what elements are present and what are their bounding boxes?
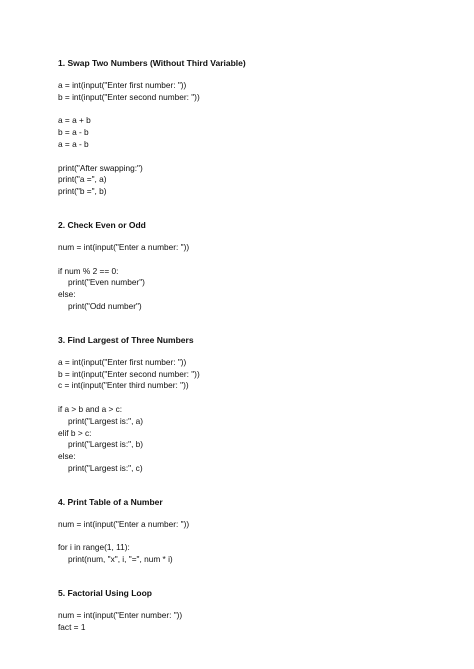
code-block (58, 357, 438, 392)
code-block (58, 610, 438, 634)
code-line: print("After swapping:") (58, 162, 143, 173)
section-heading: 1. Swap Two Numbers (Without Third Variable) (58, 58, 246, 68)
code-section (58, 57, 438, 198)
code-line: fact = 1 (58, 621, 86, 632)
code-section (58, 587, 438, 634)
code-line: num = int(input("Enter a number: ")) (58, 241, 190, 252)
code-section (58, 334, 438, 475)
code-line: num = int(input("Enter a number: ")) (58, 518, 190, 529)
code-line: else: (58, 289, 76, 300)
code-block (58, 80, 438, 104)
code-block (58, 519, 438, 531)
code-block (58, 266, 438, 313)
code-line: b = a - b (58, 127, 89, 138)
code-line: print("Largest is:", b) (68, 439, 144, 450)
code-line: a = int(input("Enter first number: ")) (58, 80, 187, 90)
code-block (58, 404, 438, 475)
code-line: for i in range(1, 11): (58, 542, 130, 553)
code-line: a = a + b (58, 115, 91, 126)
code-block (58, 163, 438, 198)
code-section (58, 496, 438, 566)
code-line: if a > b and a > c: (58, 403, 123, 414)
code-block (58, 115, 438, 150)
code-line: elif b > c: (58, 427, 92, 438)
code-line: print("Largest is:", a) (68, 415, 144, 426)
code-line: print("Even number") (68, 277, 145, 288)
code-block (58, 542, 438, 566)
code-line: print("a =", a) (58, 174, 107, 185)
code-line: a = int(input("Enter first number: ")) (58, 356, 187, 367)
document-content (58, 57, 438, 634)
code-line: else: (58, 451, 76, 462)
section-heading: 4. Print Table of a Number (58, 496, 163, 507)
code-line: c = int(input("Enter third number: ")) (58, 380, 189, 391)
code-line: num = int(input("Enter number: ")) (58, 609, 183, 620)
code-line: b = int(input("Enter second number: ")) (58, 368, 200, 379)
code-line: print(num, "x", i, "=", num * i) (68, 554, 173, 565)
code-line: print("b =", b) (58, 186, 107, 197)
code-line: if num % 2 == 0: (58, 265, 119, 276)
section-heading: 2. Check Even or Odd (58, 219, 146, 230)
code-line: a = a - b (58, 138, 89, 149)
section-heading: 3. Find Largest of Three Numbers (58, 334, 194, 345)
code-section (58, 219, 438, 313)
code-line: print("Largest is:", c) (68, 462, 143, 473)
code-line: b = int(input("Enter second number: ")) (58, 91, 200, 102)
code-block (58, 242, 438, 254)
code-line: print("Odd number") (68, 300, 142, 311)
section-heading: 5. Factorial Using Loop (58, 587, 152, 598)
